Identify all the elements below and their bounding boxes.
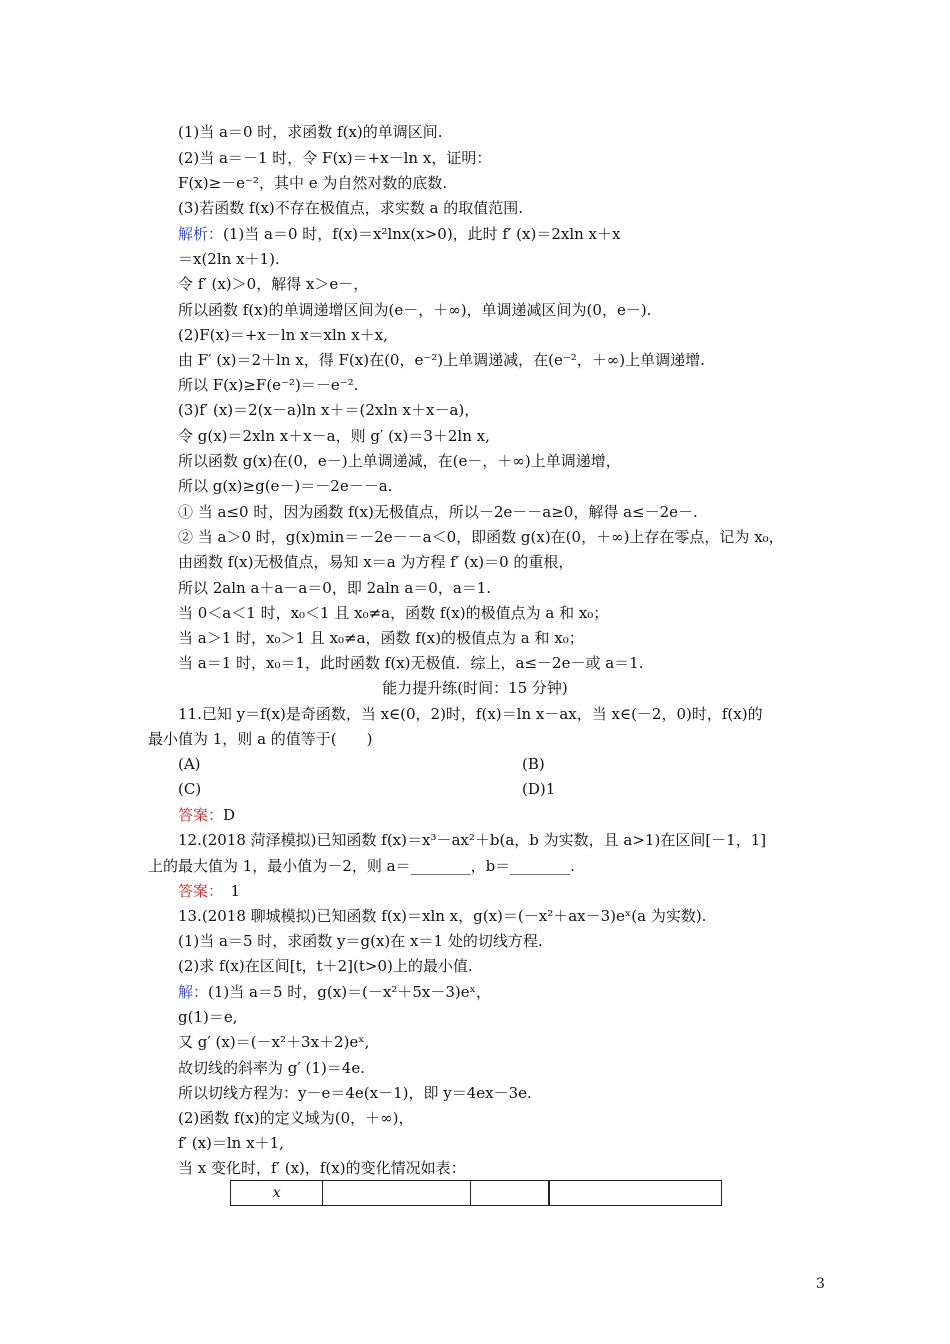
- text-line: [178, 122, 443, 142]
- text-line: [178, 805, 235, 825]
- text-line: [178, 906, 706, 926]
- choice-option: (A): [178, 755, 201, 773]
- text-line: [178, 1108, 413, 1128]
- text-line: [178, 931, 543, 951]
- line-text: (2)求 f(x)在区间[t，t＋2](t>0)上的最小值.: [178, 957, 473, 975]
- line-text: 由函数 f(x)无极值点，易知 x＝a 为方程 f′ (x)＝0 的重根，: [178, 553, 574, 571]
- line-text: (2)函数 f(x)的定义域为(0，＋∞)，: [178, 1109, 414, 1127]
- text-line: [178, 400, 479, 420]
- text-line: [178, 148, 491, 168]
- table-cell: [471, 1181, 549, 1206]
- line-text: (1)当 a＝0 时，f(x)＝x²lnx(x>0)，此时 f′ (x)＝2xln x＋x: [223, 225, 621, 243]
- text-line: [178, 173, 447, 193]
- page-number: 3: [816, 1276, 825, 1292]
- line-text: (3)若函数 f(x)不存在极值点，求实数 a 的取值范围.: [178, 199, 523, 217]
- text-line: [178, 1158, 466, 1178]
- text-line: [178, 451, 621, 471]
- text-line: [178, 881, 240, 901]
- line-text: f′ (x)＝ln x＋1,: [178, 1134, 284, 1152]
- text-line: [178, 502, 698, 522]
- text-line: [178, 982, 491, 1002]
- table-cell: [550, 1181, 722, 1206]
- line-text: ① 当 a≤0 时，因为函数 f(x)无极值点，所以－2e－－a≥0，解得 a≤－2e－.: [178, 503, 698, 521]
- text-line: [178, 628, 584, 648]
- text-line: [178, 1133, 284, 1153]
- table-row: [231, 1181, 722, 1206]
- answer-label: 答案：: [178, 882, 216, 900]
- text-line: [178, 956, 473, 976]
- line-text: (1)当 a＝5 时，g(x)＝(－x²＋5x－3)eˣ，: [208, 983, 492, 1001]
- line-text: F(x)≥－e⁻²，其中 e 为自然对数的底数.: [178, 174, 448, 192]
- table-cell-x: x: [231, 1181, 323, 1206]
- text-line: [178, 830, 766, 850]
- section-heading: 能力提升练(时间：15 分钟): [382, 679, 568, 697]
- line-text: (1)当 a＝5 时，求函数 y＝g(x)在 x＝1 处的切线方程.: [178, 932, 543, 950]
- line-text: 当 a＝1 时，x₀＝1，此时函数 f(x)无极值．综上，a≤－2e－或 a＝1.: [178, 654, 644, 672]
- text-line: [178, 426, 490, 446]
- line-text: 上的最大值为 1，最小值为－2，则 a＝________，b＝________.: [148, 857, 575, 875]
- line-text: 当 0＜a＜1 时，x₀＜1 且 x₀≠a，函数 f(x)的极值点为 a 和 x₀；: [178, 604, 609, 622]
- text-line: [178, 249, 280, 269]
- line-text: 令 g(x)＝2xln x＋x－a，则 g′ (x)＝3＋2ln x,: [178, 427, 490, 445]
- text-line: [148, 729, 373, 749]
- text-line: [178, 603, 608, 623]
- line-text: 当 x 变化时，f′ (x)，f(x)的变化情况如表：: [178, 1159, 466, 1177]
- text-line: [178, 325, 388, 345]
- answer-label: 答案：: [178, 806, 224, 824]
- choice-option: (D)1: [522, 780, 556, 798]
- text-line: [178, 224, 620, 244]
- line-text: (3)f′ (x)＝2(x－a)ln x＋＝(2xln x＋x－a)，: [178, 401, 480, 419]
- line-text: D: [223, 806, 236, 824]
- line-text: 当 a＞1 时，x₀＞1 且 x₀≠a，函数 f(x)的极值点为 a 和 x₀；: [178, 629, 584, 647]
- line-text: (2)F(x)＝+x－ln x＝xln x＋x,: [178, 326, 388, 344]
- line-text: 所以函数 g(x)在(0，e－)上单调递减，在(e－，＋∞)上单调递增，: [178, 452, 621, 470]
- text-line: [178, 350, 705, 370]
- line-text: 1: [215, 882, 241, 900]
- table-cell: [323, 1181, 471, 1206]
- line-text: 11.已知 y＝f(x)是奇函数，当 x∈(0，2)时，f(x)＝ln x－ax，当 x∈(－2，0)时，f(x)的: [178, 705, 763, 723]
- text-line: [178, 375, 358, 395]
- text-line: [178, 476, 392, 496]
- line-text: ＝x(2ln x＋1).: [178, 250, 280, 268]
- text-line: [178, 198, 523, 218]
- text-line: [178, 1007, 238, 1027]
- text-line: [178, 274, 368, 294]
- line-text: 13.(2018 聊城模拟)已知函数 f(x)＝xln x，g(x)＝(－x²＋ax－3)eˣ(a 为实数).: [178, 907, 707, 925]
- text-line: [178, 653, 643, 673]
- line-text: g(1)＝e,: [178, 1008, 238, 1026]
- line-text: 由 F′ (x)＝2＋ln x，得 F(x)在(0，e⁻²)上单调递减，在(e⁻²，＋∞)上单调递增.: [178, 351, 705, 369]
- choice-option: (C): [178, 780, 202, 798]
- text-line: [178, 300, 651, 320]
- solution-label: 解：: [178, 983, 209, 1001]
- text-line: [148, 856, 575, 876]
- line-text: 所以 2aln a＋a－a＝0，即 2aln a＝0，a＝1.: [178, 579, 492, 597]
- text-line: [178, 704, 763, 724]
- line-text: 又 g′ (x)＝(－x²＋3x＋2)eˣ,: [178, 1033, 370, 1051]
- line-text: 所以函数 f(x)的单调递增区间为(e－，＋∞)，单调递减区间为(0，e－).: [178, 301, 652, 319]
- line-text: ② 当 a＞0 时，g(x)min＝－2e－－a＜0，即函数 g(x)在(0，＋∞)上存在零点，记为 x₀，: [178, 528, 784, 546]
- line-text: 12.(2018 菏泽模拟)已知函数 f(x)＝x³－ax²＋b(a，b 为实数，且 a>1)在区间[－1，1]: [178, 831, 767, 849]
- line-text: 所以 g(x)≥g(e－)＝－2e－－a.: [178, 477, 393, 495]
- line-text: (2)当 a＝－1 时，令 F(x)＝+x－ln x，证明：: [178, 149, 492, 167]
- line-text: 最小值为 1，则 a 的值等于( ): [148, 730, 373, 748]
- text-line: [178, 527, 784, 547]
- solution-label: 解析：: [178, 225, 224, 243]
- line-text: 令 f′ (x)＞0，解得 x＞e－，: [178, 275, 369, 293]
- text-line: [178, 578, 491, 598]
- choice-option: (B): [522, 755, 545, 773]
- text-line: [178, 552, 573, 572]
- line-text: 故切线的斜率为 g′ (1)＝4e.: [178, 1059, 365, 1077]
- text-line: [178, 1032, 369, 1052]
- text-line: [178, 1058, 365, 1078]
- line-text: 所以切线方程为：y－e＝4e(x－1)，即 y＝4ex－3e.: [178, 1084, 532, 1102]
- line-text: (1)当 a＝0 时，求函数 f(x)的单调区间.: [178, 123, 443, 141]
- variation-table: [230, 1180, 722, 1206]
- line-text: 所以 F(x)≥F(e⁻²)＝－e⁻².: [178, 376, 359, 394]
- text-line: [178, 1083, 532, 1103]
